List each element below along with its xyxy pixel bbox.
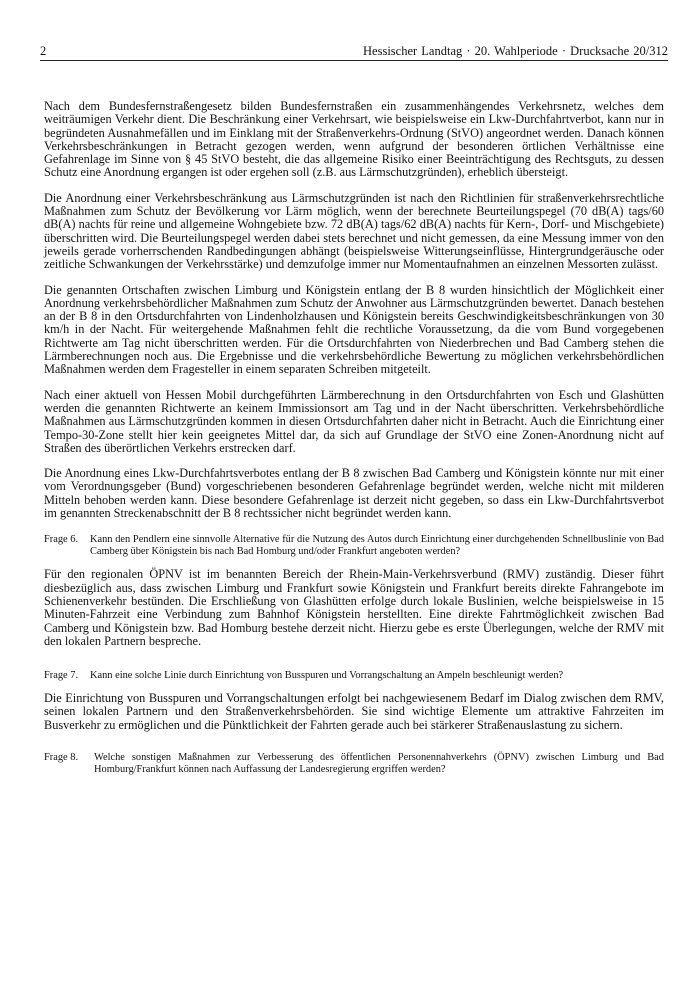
question-7-label: Frage 7. <box>44 670 79 682</box>
question-7-text: Kann eine solche Linie durch Einrichtung von Busspuren und Vorrangschaltung an Ampeln beschleunigt werden? <box>90 670 564 682</box>
question-8-text: Welche sonstigen Maßnahmen zur Verbesserung des öffentlichen Personennahverkehrs (ÖPNV) zwischen Limburg und Bad Homburg/Frankfurt können nach Auffassung der Landesregierung ergriffen werden? <box>94 751 664 775</box>
answer-7: Die Einrichtung von Busspuren und Vorrangschaltungen erfolgt bei nachgewiesenem Bedarf im Dialog zwischen dem RMV, seinen lokalen Partnern und den Straßenverkehrsbehörden. Sie sind wichtige Elemente um attraktive Fahrzeiten im Busverkehr zu ermöglichen und die Pünktlichkeit der Fahrten gerade auch bei stärkerer Straßenauslastung zu sichern. <box>44 691 664 732</box>
page-header <box>40 43 668 59</box>
paragraph-4: Nach einer aktuell von Hessen Mobil durchgeführten Lärmberechnung in den Ortsdurchfahrten von Esch und Glashütten werden die genannten Richtwerte an keinem Immissionsort am Tag und in der Nacht überschritten. Verkehrsbehördliche Maßnahmen aus Lärmschutzgründen kommen in diesen Ortsdurchfahrten daher nicht in Betracht. Auch die Einrichtung einer Tempo-30-Zone stellt hier kein geeignetes Mittel dar, da sich auf Grundlage der StVO eine Zonen-Anordnung nicht auf Straßen des überörtlichen Verkehrs erstrecken darf. <box>44 387 664 455</box>
document-body <box>44 100 664 776</box>
header-rule <box>40 60 668 61</box>
paragraph-1: Nach dem Bundesfernstraßengesetz bilden Bundesfernstraßen ein zusammenhängendes Verkehrsnetz, welches dem weiträumigen Verkehr dient. Die Beschränkung einer Verkehrsart, wie beispielsweise ein Lkw-Durchfahrtverbot, kann nur in begründeten Ausnahmefällen und im Einklang mit der Straßenverkehrs-Ordnung (StVO) angeordnet werden. Danach können Verkehrsbeschränkungen in Betracht gezogen werden, wenn aufgrund der besonderen örtlichen Verhältnisse eine Gefahrenlage im Sinne von § 45 StVO besteht, die das allgemeine Risiko einer Beeinträchtigung des Rechtsguts, zu dessen Schutz eine Anordnung ergangen ist oder ergehen soll (z.B. aus Lärmschutzgründen), erheblich übersteigt. <box>44 99 664 180</box>
question-6-label: Frage 6. <box>44 534 79 546</box>
question-8-label: Frage 8. <box>44 751 79 763</box>
answer-6: Für den regionalen ÖPNV ist im benannten Bereich der Rhein-Main-Verkehrsverbund (RMV) zuständig. Dieser führt diesbezüglich aus, dass zwischen Limburg und Frankfurt sowie Königstein und Frankfurt bereits direkte Fahrangebote im Schienenverkehr bestünden. Die Erschließung von Glashütten erfolge durch lokale Buslinien, welche beispielsweise in 15 Minuten-Fahrzeit eine Verbindung zum Bahnhof Königstein herstellten. Eine direkte Fahrtmöglichkeit zwischen Bad Camberg und Königstein bzw. Bad Homburg bestehe derzeit nicht. Hierzu gebe es erste Überlegungen, welche der RMV mit den lokalen Partnern bespreche. <box>44 567 664 648</box>
running-title: Hessischer Landtag · 20. Wahlperiode · Drucksache 20/312 <box>363 44 668 58</box>
question-8 <box>44 752 664 776</box>
paragraph-3: Die genannten Ortschaften zwischen Limburg und Königstein entlang der B 8 wurden hinsichtlich der Möglichkeit einer Anordnung verkehrsbehördlicher Maßnahmen zum Schutz der Anwohner aus Lärmschutzgründen bewertet. Danach bestehen an der B 8 in den Ortsdurchfahrten von Lindenholzhausen und Königstein bereits Geschwindigkeitsbeschränkungen von 30 km/h in der Nacht. Für weitergehende Maßnahmen fehlt die rechtliche Voraussetzung, da die vom Bund vorgegebenen Richtwerte am Tag nicht überschritten werden. Für die Ortsdurchfahrten von Niederbrechen und Bad Camberg stehen die Lärmberechnungen noch aus. Die Ergebnisse und die verkehrsbehördliche Bewertung zu möglichen verkehrsbehördlichen Maßnahmen werden dem Fragesteller in einem separaten Schreiben mitgeteilt. <box>44 282 664 377</box>
question-7 <box>44 670 664 682</box>
paragraph-5: Die Anordnung eines Lkw-Durchfahrtsverbotes entlang der B 8 zwischen Bad Camberg und Königstein könnte nur mit einer vom Verordnungsgeber (Bund) vorgeschriebenen besonderen Gefahrenlage begründet werden, welche nicht mit milderen Mitteln behoben werden kann. Diese besondere Gefahrenlage ist derzeit nicht gegeben, so dass ein Lkw-Durchfahrtsverbot im genannten Streckenabschnitt der B 8 rechtssicher nicht begründet werden kann. <box>44 466 664 521</box>
page-number: 2 <box>40 44 47 58</box>
paragraph-2: Die Anordnung einer Verkehrsbeschränkung aus Lärmschutzgründen ist nach den Richtlinien für straßenverkehrsrechtliche Maßnahmen zum Schutz der Bevölkerung vor Lärm möglich, wenn der berechnete Beurteilungspegel (70 dB(A) tags/60 dB(A) nachts für reine und allgemeine Wohngebiete bzw. 72 dB(A) tags/62 dB(A) nachts für Kern-, Dorf- und Mischgebiete) überschritten wird. Die Beurteilungspegel werden dabei stets berechnet und nicht gemessen, da eine Messung immer von den jeweils gerade vorherrschenden Randbedingungen abhängt (beispielsweise Witterungseinflüsse, Hintergrundgeräusche oder zeitliche Schwankungen der Verkehrsstärke) und demzufolge immer nur Momentaufnahmen an einzelnen Messorten zulässt. <box>44 190 664 272</box>
question-6-text: Kann den Pendlern eine sinnvolle Alternative für die Nutzung des Autos durch Einrichtung einer durchgehenden Schnellbuslinie von Bad Camberg über Königstein bis nach Bad Homburg und/oder Frankfurt angeboten werden? <box>90 534 664 558</box>
question-6 <box>44 534 664 558</box>
